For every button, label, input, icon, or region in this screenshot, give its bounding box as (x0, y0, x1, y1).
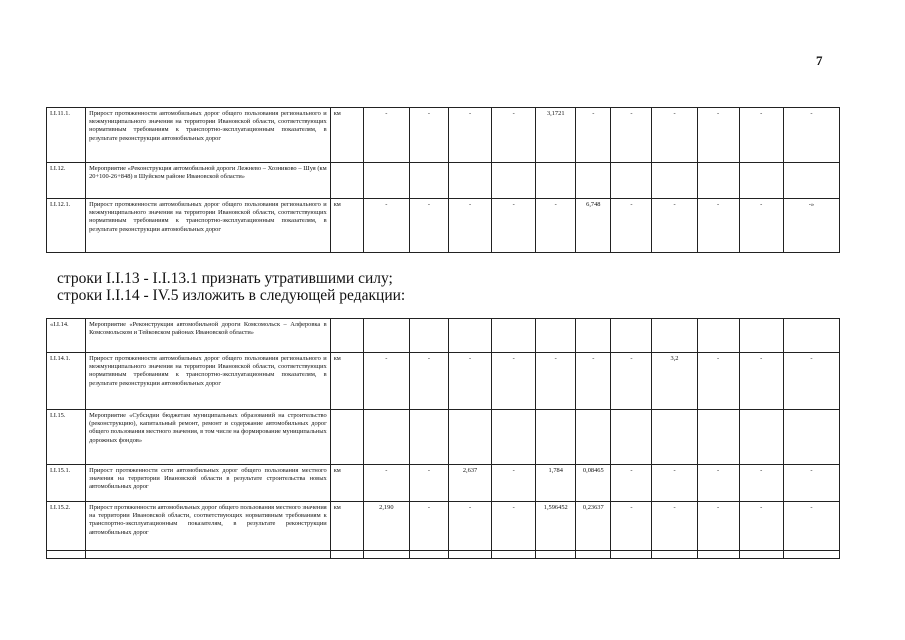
row-value: -» (783, 199, 839, 253)
row-value: - (611, 199, 652, 253)
row-description: Мероприятие «Субсидии бюджетам муниципальных образований на строительство (реконструкцию), капитальный ремонт, ремонт и содержание автомобильных дорог общего пользования местного значения, в том числе на формирование муниципальных дорожных фондов» (86, 410, 331, 465)
row-value: - (409, 465, 448, 502)
row-value: 2,190 (363, 502, 409, 551)
row-value (739, 410, 783, 465)
row-unit: км (330, 108, 363, 163)
row-value: - (652, 465, 697, 502)
row-code: I.I.15.2. (47, 502, 86, 551)
row-value (611, 410, 652, 465)
row-description: Мероприятие «Реконструкция автомобильной дороги Лежнево – Хозниково – Шуя (км 20+100-26+848) в Шуйском районе Ивановской области» (86, 163, 331, 199)
instruction-line-1: строки I.I.13 - I.I.13.1 признать утратившими силу; (57, 270, 393, 287)
page-number: 7 (816, 53, 823, 68)
row-value (697, 551, 739, 559)
row-value: 6,748 (576, 199, 611, 253)
row-value (576, 163, 611, 199)
row-value (697, 319, 739, 353)
row-value: - (363, 465, 409, 502)
row-value (783, 410, 839, 465)
row-value (492, 410, 536, 465)
row-value (492, 551, 536, 559)
row-value: 1,784 (536, 465, 576, 502)
indicator-table-bottom (46, 318, 840, 559)
table-row (47, 199, 840, 253)
row-value: - (611, 108, 652, 163)
row-value: 3,2 (652, 353, 697, 410)
row-value (739, 551, 783, 559)
row-description: Прирост протяженности автомобильных дорог общего пользования регионального и межмуниципального значения на территории Ивановской области, соответствующих нормативным требованиям к транспортно-эксплуатационным показателям, в результате реконструкции автомобильных дорог (86, 353, 331, 410)
row-value (652, 551, 697, 559)
row-value: 2,637 (448, 465, 491, 502)
row-value: - (576, 353, 611, 410)
row-description: Прирост протяженности сети автомобильных дорог общего пользования местного значения на территории Ивановской области в результате строительства новых автомобильных дорог (86, 465, 331, 502)
row-value: - (739, 353, 783, 410)
row-value: - (448, 502, 491, 551)
row-value: - (409, 502, 448, 551)
row-description: Прирост протяженности автомобильных дорог общего пользования регионального и межмуниципального значения на территории Ивановской области, соответствующих нормативным требованиям к транспортно-эксплуатационным показателям, в результате реконструкции автомобильных дорог (86, 108, 331, 163)
row-value: - (409, 353, 448, 410)
row-value: 1,596452 (536, 502, 576, 551)
row-value (783, 319, 839, 353)
row-value: - (492, 108, 536, 163)
row-value (611, 551, 652, 559)
row-value: - (576, 108, 611, 163)
row-value: - (448, 353, 491, 410)
row-value: - (492, 502, 536, 551)
row-description (86, 551, 331, 559)
row-value (783, 551, 839, 559)
row-unit: км (330, 465, 363, 502)
row-value (448, 551, 491, 559)
row-value: - (697, 465, 739, 502)
table-row (47, 319, 840, 353)
table-row (47, 502, 840, 551)
row-value: - (697, 353, 739, 410)
row-value (652, 319, 697, 353)
row-value: - (611, 465, 652, 502)
table-row (47, 465, 840, 502)
row-value: - (363, 108, 409, 163)
row-unit (330, 163, 363, 199)
row-unit: км (330, 502, 363, 551)
row-unit: км (330, 353, 363, 410)
table-row (47, 410, 840, 465)
row-value: - (739, 465, 783, 502)
row-value: - (739, 199, 783, 253)
row-value (448, 319, 491, 353)
row-value: 3,1721 (536, 108, 576, 163)
table-row (47, 108, 840, 163)
row-value (409, 551, 448, 559)
row-value: - (611, 502, 652, 551)
table-row (47, 551, 840, 559)
row-description: Мероприятие «Реконструкция автомобильной дороги Комсомольск – Алферовка в Комсомольском и Тейковском районах Ивановской области» (86, 319, 331, 353)
row-value: - (448, 108, 491, 163)
row-value (536, 551, 576, 559)
row-description: Прирост протяженности автомобильных дорог общего пользования местного значения на территории Ивановской области, соответствующих нормативным требованиям к транспортно-эксплуатационным показателям, в результате реконструкции автомобильных дорог (86, 502, 331, 551)
row-code: «I.I.14. (47, 319, 86, 353)
row-value: - (739, 502, 783, 551)
row-value: - (739, 108, 783, 163)
row-value: - (697, 502, 739, 551)
row-unit (330, 410, 363, 465)
row-value (363, 319, 409, 353)
row-value: - (409, 199, 448, 253)
row-code: I.I.11.1. (47, 108, 86, 163)
row-value (739, 163, 783, 199)
row-value (409, 319, 448, 353)
row-value (697, 410, 739, 465)
row-value: - (536, 353, 576, 410)
indicator-table-top (46, 107, 840, 253)
row-value: 0,08465 (576, 465, 611, 502)
row-value (363, 410, 409, 465)
row-code: I.I.15.1. (47, 465, 86, 502)
row-value (363, 163, 409, 199)
row-value: - (783, 502, 839, 551)
row-value: - (697, 199, 739, 253)
row-value: - (652, 199, 697, 253)
table-row (47, 163, 840, 199)
row-value (363, 551, 409, 559)
row-value (652, 410, 697, 465)
row-value (409, 410, 448, 465)
row-value: - (783, 465, 839, 502)
row-code: I.I.15. (47, 410, 86, 465)
row-value (409, 163, 448, 199)
row-code: I.I.14.1. (47, 353, 86, 410)
row-value: - (492, 353, 536, 410)
row-value (652, 163, 697, 199)
row-value (576, 551, 611, 559)
row-value: - (363, 353, 409, 410)
row-value (611, 163, 652, 199)
row-value (739, 319, 783, 353)
row-value (576, 319, 611, 353)
row-value: - (492, 465, 536, 502)
row-unit (330, 319, 363, 353)
row-description: Прирост протяженности автомобильных дорог общего пользования регионального и межмуниципального значения на территории Ивановской области, соответствующих нормативным требованиям к транспортно-эксплуатационным показателям, в результате реконструкции автомобильных дорог (86, 199, 331, 253)
row-unit (330, 551, 363, 559)
table-row (47, 353, 840, 410)
row-value: 0,23637 (576, 502, 611, 551)
row-value (576, 410, 611, 465)
row-value (536, 319, 576, 353)
row-value (697, 163, 739, 199)
row-value (448, 410, 491, 465)
instruction-line-2: строки I.I.14 - IV.5 изложить в следующей редакции: (57, 287, 406, 304)
row-code: I.I.12. (47, 163, 86, 199)
row-value (492, 163, 536, 199)
row-value: - (611, 353, 652, 410)
row-value: - (783, 353, 839, 410)
row-value: - (652, 502, 697, 551)
row-value (536, 410, 576, 465)
row-value (536, 163, 576, 199)
row-code: I.I.12.1. (47, 199, 86, 253)
row-value: - (652, 108, 697, 163)
row-value (448, 163, 491, 199)
row-value: - (363, 199, 409, 253)
row-value: - (783, 108, 839, 163)
row-value: - (697, 108, 739, 163)
row-value (611, 319, 652, 353)
row-value: - (492, 199, 536, 253)
row-value: - (409, 108, 448, 163)
row-value (783, 163, 839, 199)
row-value (492, 319, 536, 353)
row-unit: км (330, 199, 363, 253)
row-value: - (536, 199, 576, 253)
row-value: - (448, 199, 491, 253)
row-code (47, 551, 86, 559)
